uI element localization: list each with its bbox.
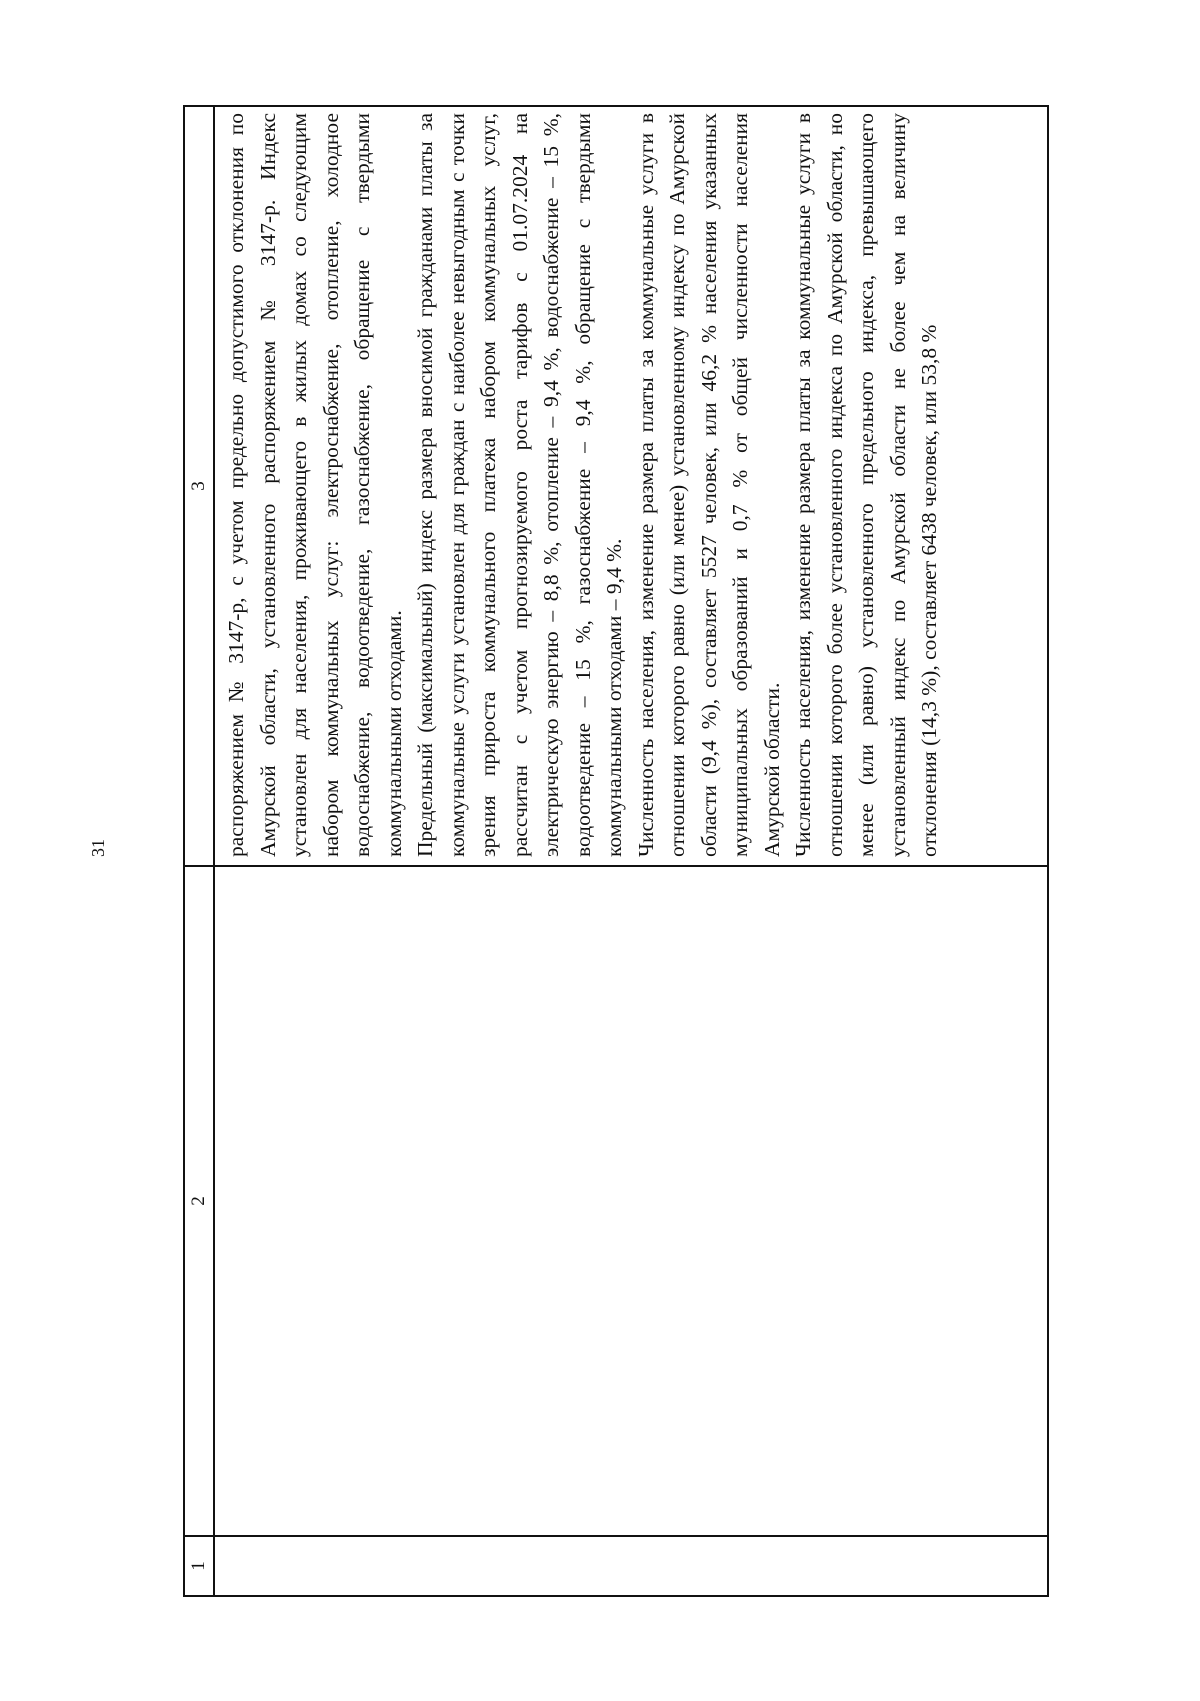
table-header-row <box>184 106 214 1596</box>
paragraph-4: Численность населения, изменение размера платы за коммунальные услуги в отношении которого более установленного индекса по Амурской области, но менее (или равно) установленного предельного индекса, превышающего установленный индекс по Амурской области не более чем на величину отклонения (14,3 %), составляет 6438 человек, или 53,8 % <box>791 113 941 857</box>
rotated-table-frame <box>183 107 1049 1597</box>
paragraph-1: распоряжением № 3147-р, с учетом предельно допустимого отклонения по Амурской области, установленного распоряжением № 3147-р. Индекс установлен для населения, проживающего в жилых домах со следующим набором коммунальных услуг: электроснабжение, отопление, холодное водоснабжение, водоотведение, газоснабжение, обращение с твердыми коммунальными отходами. <box>224 113 406 857</box>
table-row <box>214 106 1048 1596</box>
header-cell-2: 2 <box>184 866 214 1536</box>
cell-col3 <box>214 106 1048 866</box>
paragraph-2: Предельный (максимальный) индекс размера вносимой гражданами платы за коммунальные услуги установлен для граждан с наиболее невыгодным с точки зрения прироста коммунального платежа набором коммунальных услуг, рассчитан с учетом прогнозируемого роста тарифов с 01.07.2024 на электрическую энергию – 8,8 %, отопление – 9,4 %, водоснабжение – 15 %, водоотведение – 15 %, газоснабжение – 9,4 %, обращение с твердыми коммунальными отходами – 9,4 %. <box>413 113 626 857</box>
document-table-region <box>183 107 1049 1597</box>
document-table <box>183 105 1049 1597</box>
cell-col1 <box>214 1536 1048 1596</box>
cell-col2 <box>214 866 1048 1536</box>
paragraph-3: Численность населения, изменение размера платы за коммунальные услуги в отношении которого равно (или менее) установленному индексу по Амурской области (9,4 %), составляет 5527 человек, или 46,2 % населения указанных муниципальных образований и 0,7 % от общей численности населения Амурской области. <box>633 113 784 857</box>
header-cell-3: 3 <box>184 106 214 866</box>
page-number: 31 <box>88 839 108 857</box>
header-cell-1: 1 <box>184 1536 214 1596</box>
cell-col3-text <box>215 107 946 865</box>
